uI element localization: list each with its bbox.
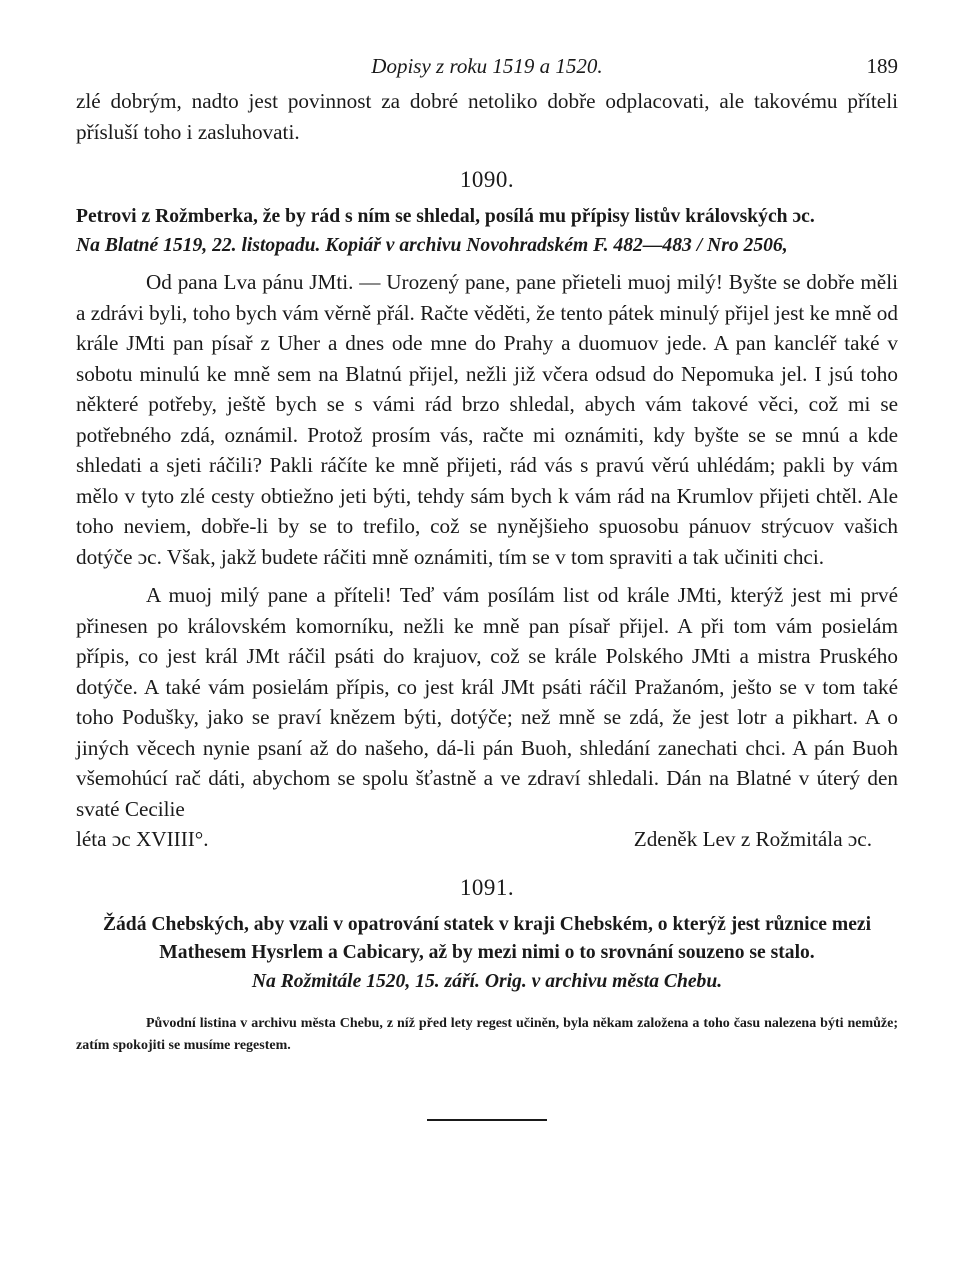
running-title: Dopisy z roku 1519 a 1520. (371, 54, 603, 78)
document-source: Na Blatné 1519, 22. listopadu. Kopiář v archivu Novohradském F. 482—483 / Nro 2506, (76, 235, 788, 256)
document-number: 1090. (459, 167, 515, 192)
letter-paragraph: A muoj milý pane a příteli! Teď vám posílám list od krále JMti, kterýž jest mi prvé přinesen po královském komorníku, nežli ke mně pan písař přijel. A při tom vám posielám přípis, co jest král JMt ráčil psáti do krajuov, což se krále Polského JMti a mistra Pruského dotýče. A také vám posielám přípis, co jest král JMt psáti ráčil Pražanóm, ješto se v tom také toho Podušky, jako se praví knězem býti, dotýče; než mně se zdá, že jest lotr a pikhart. A o jiných věcech nynie psaní až do našeho, dá-li pán Buoh, shledání zanechati chci. A pán Buoh všemohúcí rač dáti, abychom se spolu šťastně a ve zdraví shledali. Dán na Blatné v úterý den svaté Cecilie (76, 583, 898, 821)
document-1091 (76, 875, 898, 1057)
document-1090 (76, 167, 898, 855)
continuation-paragraph: zlé dobrým, nadto jest povinnost za dobré netoliko dobře odplacovati, ale takovému příteli přísluší toho i zasluhovati. (76, 89, 898, 144)
document-number: 1091. (459, 874, 515, 900)
closing-line (76, 824, 898, 855)
document-regest: Žádá Chebských, aby vzali v opatrování statek v kraji Chebském, o kterýž jest různice mezi Mathesem Hysrlem a Cabicary, až by mezi nimi o to srovnání souzeno se stalo. (102, 913, 872, 963)
signature: Zdeněk Lev z Rožmitála ɔc. (633, 827, 872, 851)
editorial-note: Původní listina v archivu města Chebu, z níž před lety regest učiněn, byla někam založena a toho času nalezena býti nemůže; zatím spokojiti se musíme regestem. (76, 1015, 898, 1053)
book-page (76, 50, 898, 1121)
letter-paragraph: Od pana Lva pánu JMti. — Urozený pane, pane přieteli muoj milý! Byšte se dobře měli a zdrávi byli, toho bych vám věrně přál. Račte věděti, že tento pátek minulý přijel jest ke mně od krále JMti pan písař z Uher a dnes ode mne do Prahy a duomuov jede. A pan kancléř také v sobotu minulú ke mně sem na Blatnú přijel, nežli již včera odsud do Nepomuka jel. I jsú toho některé potřeby, ještě bych se s vámi rád brzo shledal, abych vám takové věci, což mi se potřebného zdá, oznámil. Protož prosím vás, račte mi oznámiti, kdy byšte se se mnú a kde shledati a sjeti ráčili? Pakli ráčíte ke mně přijeti, rád vás s pravú věrú uhlédám; pakli by vám mělo v tyto zlé cesty obtiežno jeti býti, tehdy sám bych k vám rád na Krumlov přijeti chtěl. Ale toho neviem, dobře-li by se to trefilo, což se nynějšieho spuosobu pánuov strýcuov vašich dotýče ɔc. Však, jakž budete ráčiti mně oznámiti, tím se v tom spraviti a tak učiniti chci. (76, 270, 898, 569)
running-head (76, 50, 898, 84)
closing-date: léta ɔc XVIIII°. (76, 827, 209, 851)
end-rule (427, 1119, 547, 1121)
page-number: 189 (866, 54, 898, 78)
document-source: Na Rožmitále 1520, 15. září. Orig. v archivu města Chebu. (251, 970, 723, 992)
document-regest: Petrovi z Rožmberka, že by rád s ním se shledal, posílá mu přípisy listův královských ɔc. (76, 206, 815, 227)
